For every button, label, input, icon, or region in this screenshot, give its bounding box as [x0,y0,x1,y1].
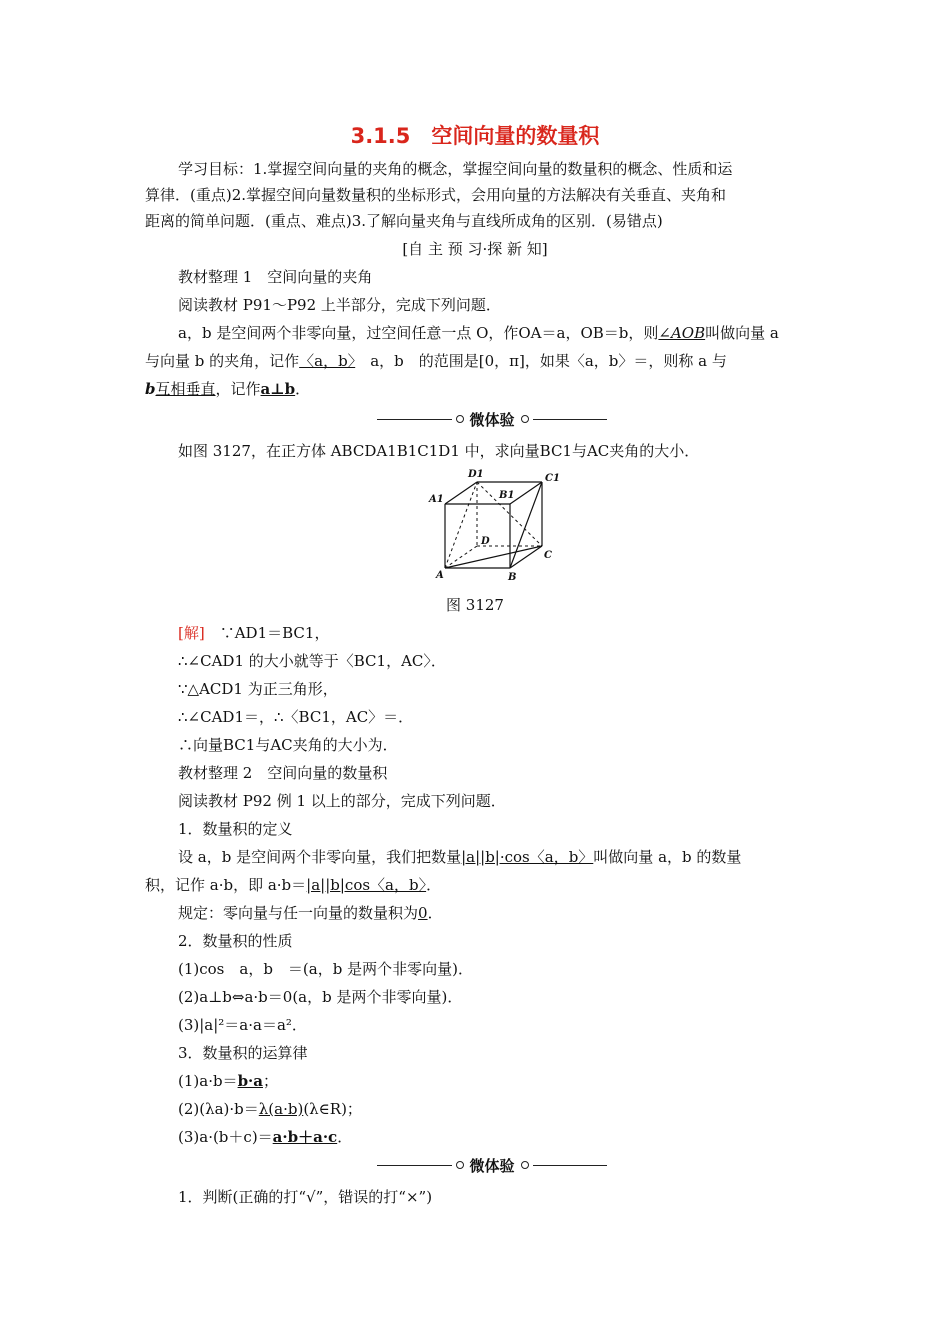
blank-answer: a⊥b [260,380,296,398]
text: b [145,380,156,398]
law-3 [178,1126,805,1148]
divider-dot [521,1161,529,1169]
vertex-label-c1: C1 [545,473,560,484]
text: 积，记作 a·b，即 a·b＝ [145,876,307,894]
s2-subheading-definition: 1．数量积的定义 [178,820,293,838]
learning-goal-line-1: 学习目标：1.掌握空间向量的夹角的概念，掌握空间向量的数量积的概念、性质和运 [178,160,733,178]
divider-micro-practice-2 [377,1154,607,1176]
vertex-label-a1: A1 [429,494,444,505]
text: 与向量 b 的夹角，记作 [145,352,300,370]
text: 叫做向量 a，b 的数量 [593,848,742,866]
blank-answer: λ(a·b) [258,1100,304,1118]
text: ，记作 [215,380,261,398]
s2-heading: 教材整理 2 空间向量的数量积 [178,764,388,782]
divider-dot [456,415,464,423]
exercise-question: 1．判断(正确的打“√”，错误的打“×”) [178,1188,433,1206]
divider-rule [533,1165,608,1166]
blank-answer: 〈a，b〉 [299,352,356,370]
s2-definition-line-2 [145,874,805,896]
s2-subheading-properties: 2．数量积的性质 [178,932,293,950]
s2-subheading-laws: 3．数量积的运算律 [178,1044,308,1062]
divider-rule [377,1165,452,1166]
property-3: (3)|a|²＝a·a＝a²． [178,1016,307,1034]
vertex-label-a: A [436,570,444,581]
text: 叫做向量 a [705,324,779,342]
solution-line-1 [178,622,805,644]
blank-answer: ∠AOB [658,324,706,342]
law-2 [178,1098,805,1120]
divider-dot [456,1161,464,1169]
s2-definition-line-3 [178,902,805,924]
section-header: [自 主 预 习·探 新 知] [402,240,548,258]
law-1 [178,1070,805,1092]
s1-definition-line-3 [145,378,805,400]
solution-line-3: ∵△ACD1 为正三角形， [178,680,338,698]
s2-read-instruction: 阅读教材 P92 例 1 以上的部分，完成下列问题． [178,792,506,810]
text: ． [426,876,442,894]
text: a，b 的范围是[0，π]，如果〈a，b〉＝，则称 a 与 [355,352,727,370]
divider-label: 微体验 [469,410,515,429]
text: 规定：零向量与任一向量的数量积为 [178,904,419,922]
solution-line-2: ∴∠CAD1 的大小就等于〈BC1，AC〉． [178,652,446,670]
s1-definition-line-2 [145,350,805,372]
divider-micro-practice [377,408,607,430]
figure-caption: 图 3127 [446,596,504,614]
blank-answer: |a||b|·cos〈a，b〉 [461,848,594,866]
text: ∵AD1＝BC1， [204,624,330,642]
s1-heading: 教材整理 1 空间向量的夹角 [178,268,373,286]
divider-rule [533,419,608,420]
divider-rule [377,419,452,420]
text: (1)a·b＝ [178,1072,238,1090]
text: (3)a·(b＋c)＝ [178,1128,273,1146]
vertex-label-b: B [508,572,517,583]
divider-dot [521,415,529,423]
blank-answer: b·a [237,1072,263,1090]
vertex-label-b1: B1 [499,490,515,501]
s1-definition-line-1 [178,322,805,344]
cube-figure [420,464,560,584]
property-1: (1)cos a，b ＝(a，b 是两个非零向量)． [178,960,473,978]
vertex-label-d: D [481,536,490,547]
blank-answer: 互相垂直 [155,380,216,398]
text: a，b 是空间两个非零向量，过空间任意一点 O，作OA＝a，OB＝b，则 [178,324,659,342]
page-title: 3.1.5 空间向量的数量积 [350,124,600,148]
solution-line-5: ∴向量BC1与AC夹角的大小为． [178,736,398,754]
learning-goal-line-2: 算律．(重点)2.掌握空间向量数量积的坐标形式，会用向量的方法解决有关垂直、夹角和 [145,186,727,204]
blank-answer: |a||b|cos〈a，b〉 [306,876,427,894]
text: ． [427,904,443,922]
blank-answer: a·b＋a·c [272,1128,338,1146]
text: ； [263,1072,279,1090]
solution-line-4: ∴∠CAD1＝，∴〈BC1，AC〉＝． [178,708,414,726]
text: (λ∈R)； [303,1100,362,1118]
s2-definition-line-1 [178,846,805,868]
blank-answer: 0 [418,904,428,922]
learning-goal-line-3: 距离的简单问题．(重点、难点)3.了解向量夹角与直线所成角的区别．(易错点) [145,212,663,230]
vertex-label-c: C [544,550,552,561]
s1-read-instruction: 阅读教材 P91～P92 上半部分，完成下列问题． [178,296,501,314]
solution-tag: [解] [178,624,205,642]
property-2: (2)a⊥b⇔a·b＝0(a，b 是两个非零向量)． [178,988,463,1006]
text: 设 a，b 是空间两个非零向量，我们把数量 [178,848,462,866]
text: (2)(λa)·b＝ [178,1100,259,1118]
text: ． [337,1128,353,1146]
divider-label: 微体验 [469,1156,515,1175]
text: ． [295,380,311,398]
example-question: 如图 3127，在正方体 ABCDA1B1C1D1 中，求向量BC1与AC夹角的大小． [178,442,700,460]
vertex-label-d1: D1 [468,469,484,480]
